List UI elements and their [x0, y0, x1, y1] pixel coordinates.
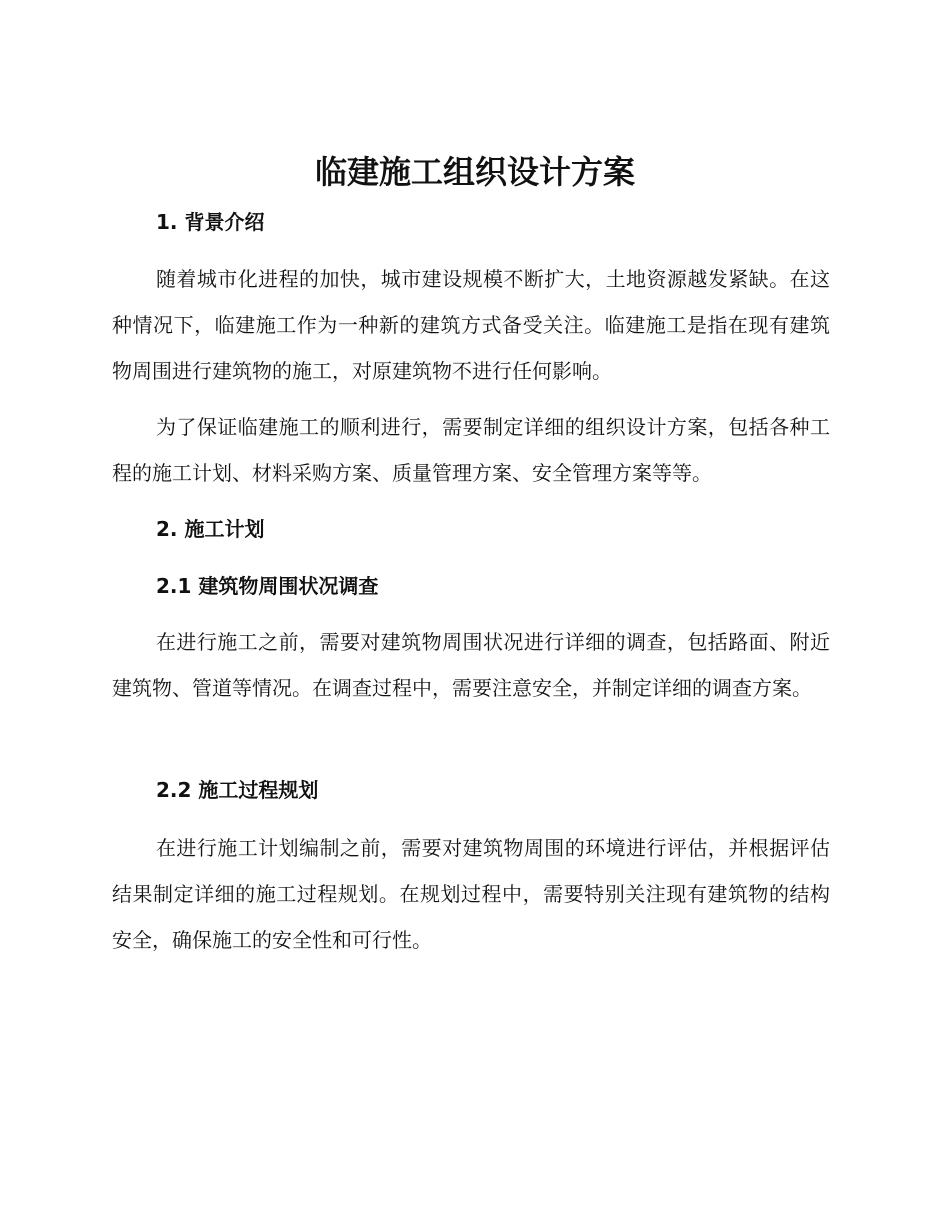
subsection-heading-process-planning: 2.2 施工过程规划	[156, 778, 319, 802]
paragraph-background-2: 为了保证临建施工的顺利进行，需要制定详细的组织设计方案，包括各种工程的施工计划、材料采购方案、质量管理方案、安全管理方案等等。	[112, 415, 830, 485]
section-heading-construction-plan: 2. 施工计划	[156, 517, 265, 541]
section-heading-background: 1. 背景介绍	[156, 210, 265, 234]
document-title: 临建施工组织设计方案	[314, 153, 635, 191]
paragraph-survey: 在进行施工之前，需要对建筑物周围状况进行详细的调查，包括路面、附近建筑物、管道等情况。在调查过程中，需要注意安全，并制定详细的调查方案。	[112, 630, 830, 700]
subsection-heading-survey: 2.1 建筑物周围状况调查	[156, 574, 379, 598]
paragraph-background-1: 随着城市化进程的加快，城市建设规模不断扩大，土地资源越发紧缺。在这种情况下，临建施工作为一种新的建筑方式备受关注。临建施工是指在现有建筑物周围进行建筑物的施工，对原建筑物不进行任何影响。	[112, 267, 830, 383]
paragraph-process-planning: 在进行施工计划编制之前，需要对建筑物周围的环境进行评估，并根据评估结果制定详细的施工过程规划。在规划过程中，需要特别关注现有建筑物的结构安全，确保施工的安全性和可行性。	[112, 836, 830, 952]
